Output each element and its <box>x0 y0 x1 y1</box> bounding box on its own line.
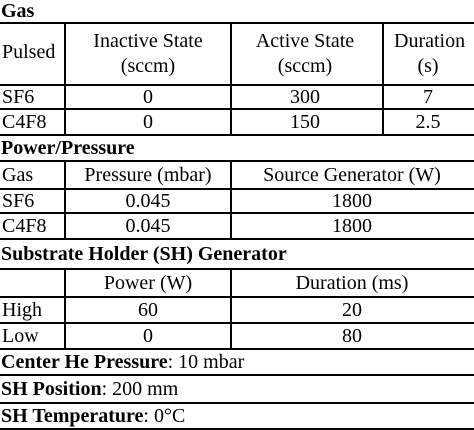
header-active-unit: (sccm) <box>277 55 333 77</box>
power-row-pressure: 0.045 <box>125 215 171 237</box>
sh-row-duration: 20 <box>342 299 362 321</box>
header-duration-unit: (s) <box>417 55 439 77</box>
gas-row-active: 150 <box>290 111 320 133</box>
rule <box>0 402 474 404</box>
sh-temperature-line <box>1 406 185 426</box>
rule <box>0 108 474 110</box>
power-row-pressure: 0.045 <box>125 190 171 212</box>
header-power: Power (W) <box>103 272 193 294</box>
header-duration: Duration <box>394 30 466 52</box>
rule <box>0 322 474 324</box>
column-rule <box>64 22 66 134</box>
rule <box>0 188 474 190</box>
rule <box>0 296 474 298</box>
header-pulsed: Pulsed <box>2 41 56 63</box>
rule <box>0 268 474 270</box>
rule <box>0 212 474 214</box>
rule <box>0 374 474 376</box>
header-pressure: Pressure (mbar) <box>84 164 212 186</box>
rule <box>0 22 474 24</box>
header-gas: Gas <box>2 164 34 186</box>
gas-row-inactive: 0 <box>143 111 153 133</box>
header-sh-duration: Duration (ms) <box>295 272 409 294</box>
power-row-label: C4F8 <box>2 215 47 237</box>
gas-row-inactive: 0 <box>143 86 153 108</box>
column-rule <box>64 160 66 238</box>
gas-row-duration: 7 <box>423 86 433 108</box>
he-pressure-value: : 10 mbar <box>167 351 245 373</box>
rule <box>0 238 474 240</box>
column-rule <box>230 160 232 238</box>
column-rule <box>64 268 66 348</box>
power-row-source: 1800 <box>332 215 372 237</box>
gas-row-active: 300 <box>290 86 320 108</box>
sh-position-line <box>1 379 178 399</box>
power-row-source: 1800 <box>332 190 372 212</box>
gas-row-label: C4F8 <box>2 111 47 133</box>
sh-position-value: : 200 mm <box>101 378 179 400</box>
sh-row-power: 60 <box>138 299 158 321</box>
section-title-gas: Gas <box>1 0 35 22</box>
sh-position-label: SH Position <box>1 378 102 400</box>
gas-row-duration: 2.5 <box>415 111 441 133</box>
sh-temperature-value: : 0°C <box>143 405 186 427</box>
column-rule <box>230 22 232 134</box>
rule <box>0 160 474 162</box>
section-title-power-pressure: Power/Pressure <box>1 137 135 159</box>
he-pressure-label: Center He Pressure <box>1 351 168 373</box>
gas-row-label: SF6 <box>2 86 35 108</box>
sh-row-label: High <box>2 299 42 321</box>
he-pressure-line <box>1 352 244 372</box>
header-inactive-unit: (sccm) <box>120 55 176 77</box>
header-source-generator: Source Generator (W) <box>263 164 441 186</box>
sh-row-power: 0 <box>143 325 153 347</box>
header-inactive-state: Inactive State <box>93 30 203 52</box>
section-title-sh-generator: Substrate Holder (SH) Generator <box>1 243 287 265</box>
power-row-label: SF6 <box>2 190 35 212</box>
sh-row-duration: 80 <box>342 325 362 347</box>
rule <box>0 84 474 86</box>
sh-row-label: Low <box>2 325 39 347</box>
rule <box>0 134 474 136</box>
sh-temperature-label: SH Temperature <box>1 405 144 427</box>
header-active-state: Active State <box>255 30 355 52</box>
column-rule <box>230 268 232 348</box>
column-rule <box>382 22 384 134</box>
rule <box>0 348 474 350</box>
